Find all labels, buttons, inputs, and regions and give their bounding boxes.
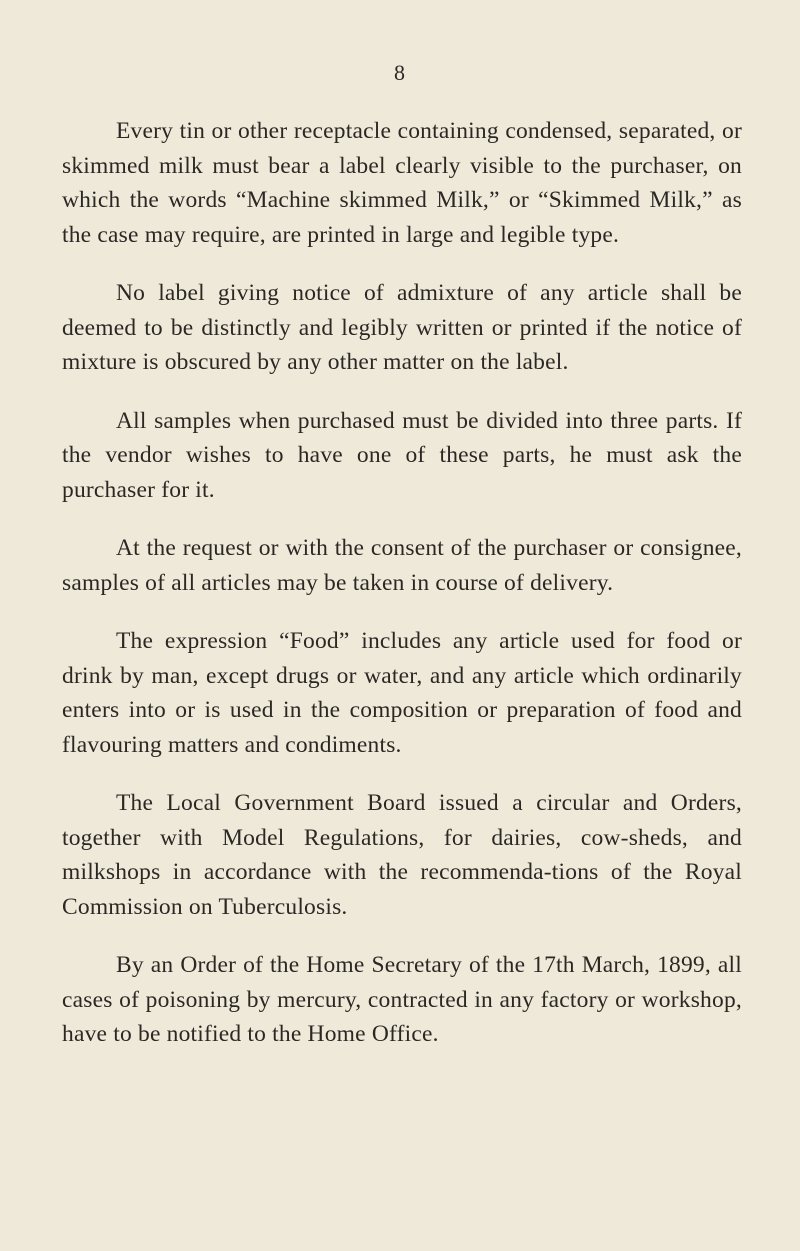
paragraph-admixture-notice: No label giving notice of admixture of any article shall be deemed to be distinctly and legibly written or printed if the notice of mixture is obscured by any other matter on the label. xyxy=(62,280,742,375)
page-number: 8 xyxy=(394,60,406,85)
paragraph-samples-division: All samples when purchased must be divided into three parts. If the vendor wishes to have one of these parts, he must ask the purchaser for it. xyxy=(62,407,742,503)
paragraph-local-government-board: The Local Government Board issued a circular and Orders, together with Model Regulations, for dairies, cow-sheds, and milkshops in accordance with the recommenda-tions of the Royal Commission on Tuberculosis. xyxy=(62,790,742,920)
paragraph-condensed-milk-label: Every tin or other receptacle containing condensed, separated, or skimmed milk must bear a label clearly visible to the purchaser, on which the words “Machine skimmed Milk,” or “Skimmed Milk,” as the case may require, are printed in large and legible type. xyxy=(62,118,742,248)
paragraph-home-secretary-order: By an Order of the Home Secretary of the 17th March, 1899, all cases of poisoning by mercury, contracted in any factory or workshop, have to be notified to the Home Office. xyxy=(62,952,742,1047)
body-text xyxy=(62,114,742,1076)
paragraph-food-definition: The expression “Food” includes any article used for food or drink by man, except drugs or water, and any article which ordinarily enters into or is used in the composition or preparation of food and flavouring matters and condiments. xyxy=(62,628,742,758)
paragraph-samples-delivery: At the request or with the consent of the purchaser or consignee, samples of all articles may be taken in course of delivery. xyxy=(62,535,742,596)
